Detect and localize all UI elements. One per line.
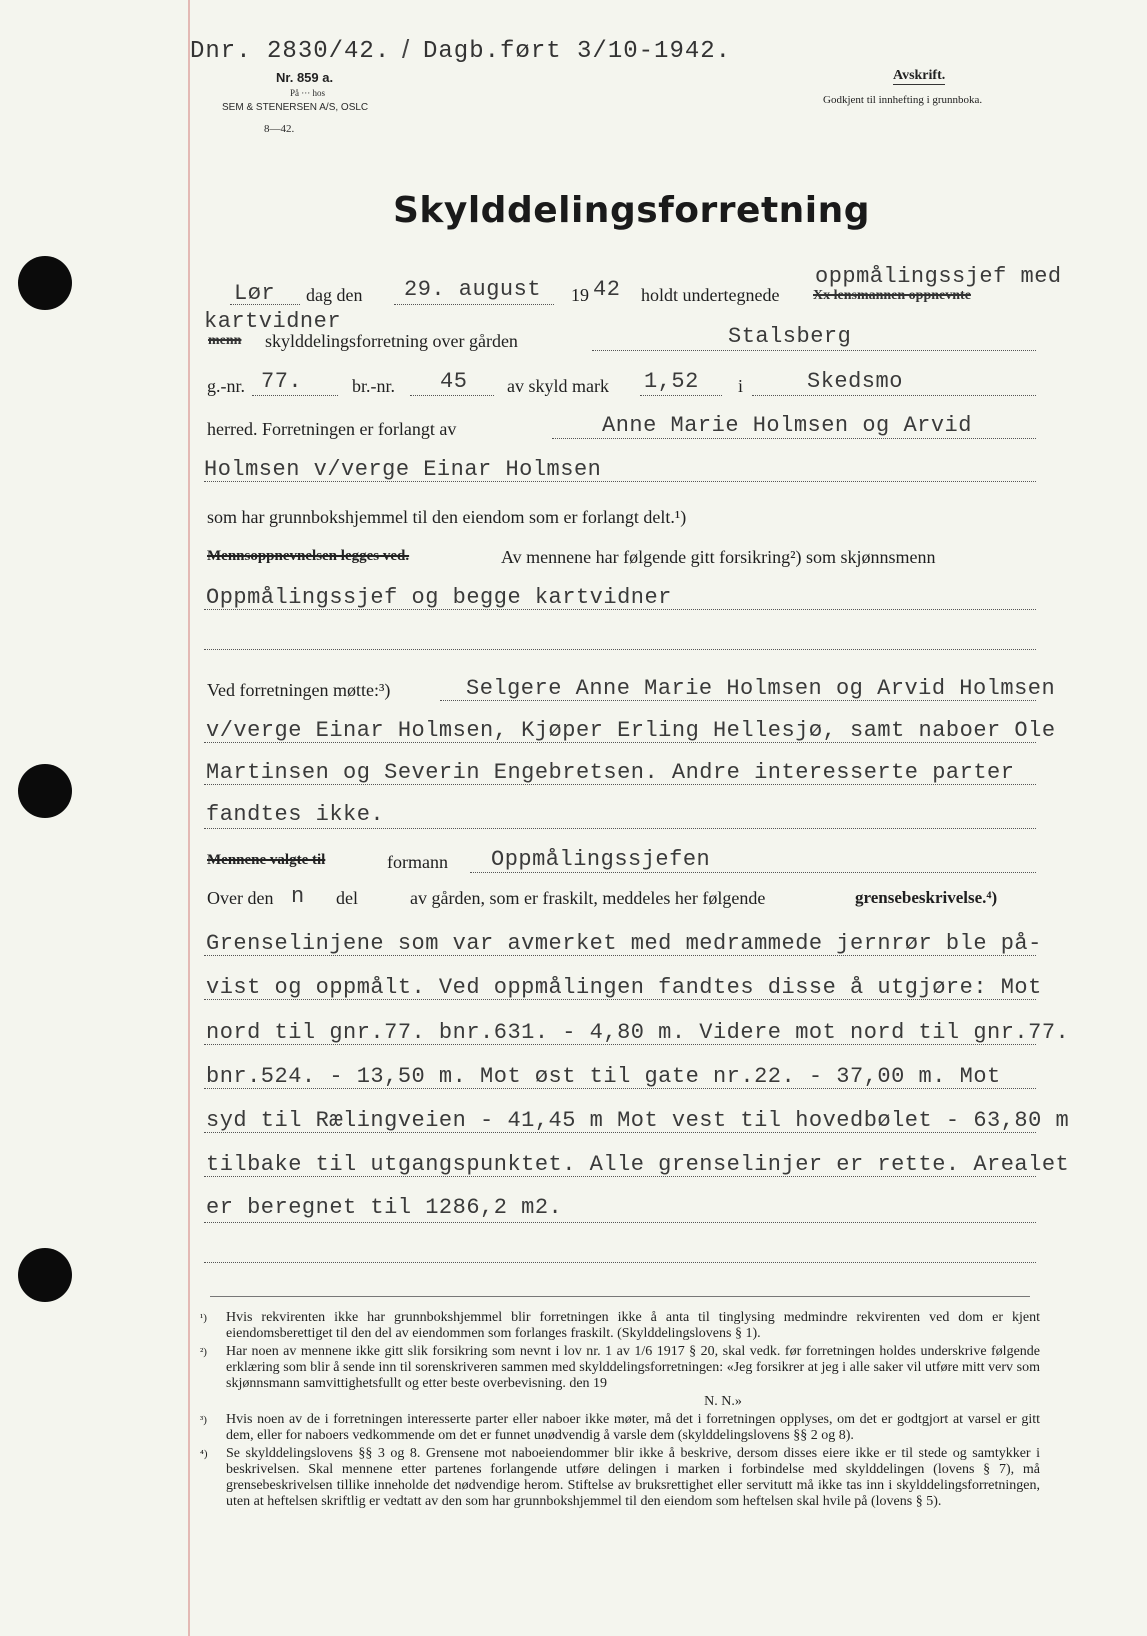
punch-hole-bottom xyxy=(18,1248,72,1302)
officer-struck: Xx lensmannen oppnevnte xyxy=(813,288,971,303)
footnote-2-number: ²) xyxy=(200,1346,207,1358)
punch-hole-top xyxy=(18,256,72,310)
footnote-4-text: Se skylddelingslovens §§ 3 og 8. Grensene mot naboeiendommer blir ikke å beskrive, dersom disses eiere ikke er til stede og samtykker i beskrivelsen. Skal mennene etter partenes forlangende utføre delingen i marken i forbindelse med skylddelingen (lovens § 7), må grensebeskrivelsen tillike inneholde det nødvendige herom. Stiftelse av bruksrettighet eller servitutt må ikke tas inn i skylddelingsforretningen, uten at heftelsen skriftlig er vedtatt av den som har grunnbokshjemmel til den eiendom som heftelsen skal hvile på (lovens § 5). xyxy=(226,1446,1040,1509)
grense-line-3: nord til gnr.77. bnr.631. - 4,80 m. Videre mot nord til gnr.77. xyxy=(206,1020,1070,1045)
footnote-3-number: ³) xyxy=(200,1414,207,1426)
menn-oppnevnelse-struck: Mennsoppnevnelsen legges ved. xyxy=(207,548,410,564)
i-label: i xyxy=(738,376,744,396)
skyld-dotline xyxy=(640,395,722,396)
del-value: n xyxy=(291,884,305,909)
footnote-2 xyxy=(200,1344,1040,1392)
grense-dotline-5 xyxy=(204,1132,1036,1133)
document-title: Skylddelingsforretning xyxy=(393,190,871,231)
mote-line-4: fandtes ikke. xyxy=(206,802,385,827)
slash-mark: / xyxy=(402,34,410,64)
over-den-label: Over den xyxy=(207,888,274,908)
brnr-dotline xyxy=(410,395,494,396)
mote-line-1: Selgere Anne Marie Holmsen og Arvid Holmsen xyxy=(466,676,1056,701)
menn-struck: menn xyxy=(208,333,242,348)
avskrift-label: Avskrift. xyxy=(893,68,946,83)
gnr-value: 77. xyxy=(261,369,303,394)
footnote-4 xyxy=(200,1446,1040,1510)
date-dotline xyxy=(394,304,554,305)
del-label: del xyxy=(336,888,358,908)
margin-rule xyxy=(188,0,190,1636)
dnr-stamp: Dnr. 2830/42. xyxy=(190,38,391,65)
dag-den-label: dag den xyxy=(306,285,363,305)
skjonnsmenn-dotline xyxy=(204,609,1036,610)
year-prefix: 19 xyxy=(571,285,589,305)
requester-line-1: Anne Marie Holmsen og Arvid xyxy=(602,413,972,438)
empty-dotline-1 xyxy=(204,649,1036,650)
fraskilt-text: av gården, som er fraskilt, meddeles her følgende xyxy=(410,888,766,908)
mote-line-3: Martinsen og Severin Engebretsen. Andre interesserte parter xyxy=(206,760,1015,785)
weekday-dotline xyxy=(230,304,300,305)
printer-line-3: 8—42. xyxy=(264,123,295,135)
empty-dotline-2 xyxy=(204,1262,1036,1263)
grense-dotline-6 xyxy=(204,1176,1036,1177)
herred-dotline xyxy=(752,395,1036,396)
footnote-1 xyxy=(200,1310,1040,1342)
grense-line-6: tilbake til utgangspunktet. Alle grenselinjer er rette. Arealet xyxy=(206,1152,1070,1177)
grense-line-2: vist og oppmålt. Ved oppmålingen fandtes disse å utgjøre: Mot xyxy=(206,975,1042,1000)
footnote-2-text: Har noen av mennene ikke gitt slik forsikring som nevnt i lov nr. 1 av 1/6 1917 § 20, skal vedk. før forretningen holdes underskrive følgende erklæring som blir å sende inn til sorenskriveren sammen med skylddelingsforretningen: «Jeg forsikrer at jeg i alle saker vil utføre mitt verv som skjønnsmann samvittighetsfullt og etter beste overbevisning. den 19 xyxy=(226,1344,1040,1391)
skyld-value: 1,52 xyxy=(644,369,699,394)
brnr-value: 45 xyxy=(440,369,468,394)
dagbok-stamp: Dagb.ført 3/10-1942. xyxy=(423,38,732,65)
footnote-3 xyxy=(200,1412,1040,1444)
footnotes xyxy=(200,1310,1040,1512)
gnr-dotline xyxy=(252,395,338,396)
footnote-2-signature xyxy=(200,1394,1040,1410)
formann-label: formann xyxy=(387,852,448,872)
skyld-label: av skyld mark xyxy=(507,376,609,396)
date-value: 29. august xyxy=(404,277,542,302)
footnote-3-text: Hvis noen av de i forretningen interesserte parter eller naboer ikke møter, må det i forretningen opplyses, om det er godtgjort at varsel er gitt dem, eller for naboers vedkommende om det er funnet unødvendig å varsle dem (skylddelingslovens §§ 2 og 8). xyxy=(226,1412,1040,1443)
herred-value: Skedsmo xyxy=(807,369,903,394)
grensebeskrivelse-label: grensebeskrivelse.⁴) xyxy=(855,888,998,907)
godkjent-note: Godkjent til innhefting i grunnboka. xyxy=(823,94,983,106)
formann-dotline xyxy=(470,872,1036,873)
holdt-label: holdt undertegnede xyxy=(641,285,780,305)
footnote-separator xyxy=(210,1296,1030,1297)
printer-line-2: SEM & STENERSEN A/S, OSLC xyxy=(222,102,369,113)
gnr-label: g.-nr. xyxy=(207,376,245,396)
menn-forsikring-text: Av mennene har følgende gitt forsikring²) som skjønnsmenn xyxy=(501,547,936,567)
garden-dotline xyxy=(592,350,1036,351)
grense-dotline-7 xyxy=(204,1222,1036,1223)
footnote-1-text: Hvis rekvirenten ikke har grunnbokshjemmel blir forretningen ikke å anta til tinglysing medmindre rekvirenten ved dom er kjent eiendomsberettiget til den del av eiendommen som forlanges fraskilt. (Skylddelingslovens § 1). xyxy=(226,1310,1040,1341)
garden-value: Stalsberg xyxy=(728,324,852,349)
mote-dotline-1 xyxy=(440,700,1036,701)
mote-line-2: v/verge Einar Holmsen, Kjøper Erling Hellesjø, samt naboer Ole xyxy=(206,718,1056,743)
footnote-4-number: ⁴) xyxy=(200,1448,208,1460)
formann-struck: Mennene valgte til xyxy=(207,852,326,868)
form-number: Nr. 859 a. xyxy=(276,70,334,85)
mote-dotline-4 xyxy=(204,828,1036,829)
officer-continued: kartvidner xyxy=(204,309,342,334)
herred-label: herred. Forretningen er forlangt av xyxy=(207,419,457,439)
hjemmel-text: som har grunnbokshjemmel til den eiendom som er forlangt delt.¹) xyxy=(207,507,687,527)
skjonnsmenn-value: Oppmålingssjef og begge kartvidner xyxy=(206,585,672,610)
mote-dotline-3 xyxy=(204,784,1036,785)
footnote-1-number: ¹) xyxy=(200,1312,207,1324)
officer-value: oppmålingssjef med xyxy=(815,264,1062,289)
grense-line-1: Grenselinjene som var avmerket med medrammede jernrør ble på- xyxy=(206,931,1042,956)
punch-hole-middle xyxy=(18,764,72,818)
grense-dotline-2 xyxy=(204,999,1036,1000)
requester-dotline-2 xyxy=(204,481,1036,482)
grense-dotline-3 xyxy=(204,1044,1036,1045)
formann-value: Oppmålingssjefen xyxy=(491,847,711,872)
year-suffix: 42 xyxy=(593,277,621,302)
grense-line-5: syd til Rælingveien - 41,45 m Mot vest til hovedbølet - 63,80 m xyxy=(206,1108,1070,1133)
weekday-value: Lør xyxy=(234,281,276,306)
grense-dotline-4 xyxy=(204,1088,1036,1089)
grense-line-4: bnr.524. - 13,50 m. Mot øst til gate nr.22. - 37,00 m. Mot xyxy=(206,1064,1001,1089)
skylddeling-label: skylddelingsforretning over gården xyxy=(265,331,518,351)
requester-dotline-1 xyxy=(552,438,1036,439)
footnote-2-signature-text: N. N.» xyxy=(704,1394,742,1409)
grense-dotline-1 xyxy=(204,955,1036,956)
mote-dotline-2 xyxy=(204,742,1036,743)
printer-line-1: På ··· hos xyxy=(290,88,325,98)
mote-label: Ved forretningen møtte:³) xyxy=(207,680,391,700)
requester-line-2: Holmsen v/verge Einar Holmsen xyxy=(204,457,602,482)
grense-line-7: er beregnet til 1286,2 m2. xyxy=(206,1195,563,1220)
brnr-label: br.-nr. xyxy=(352,376,395,396)
